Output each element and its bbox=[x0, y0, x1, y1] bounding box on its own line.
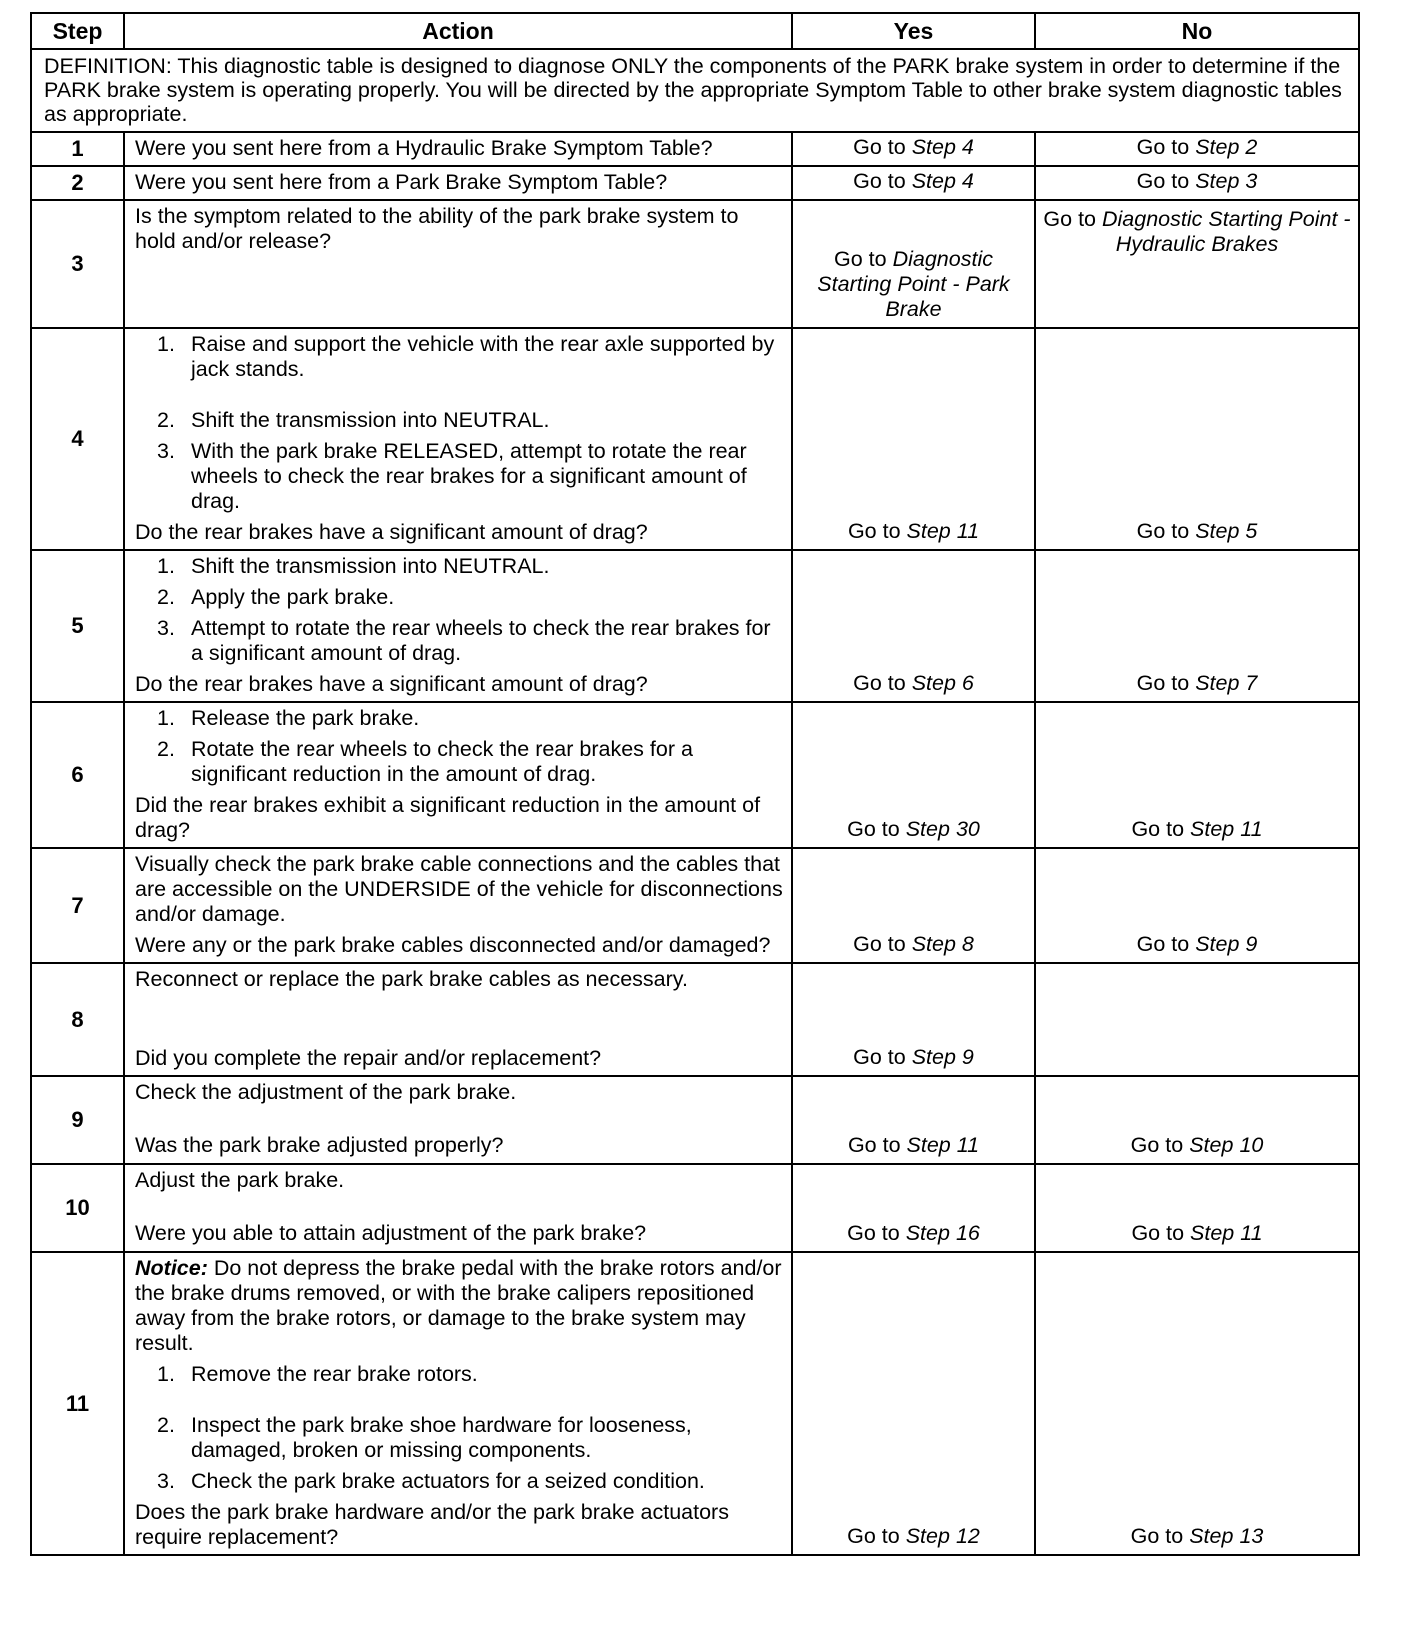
step-question: Were you sent here from a Park Brake Symptom Table? bbox=[124, 166, 792, 200]
table-row bbox=[31, 328, 1359, 550]
no-step-target: 2 bbox=[1245, 135, 1258, 159]
go-to-label: Go to bbox=[1130, 1133, 1184, 1157]
yes-cell bbox=[792, 963, 1035, 1076]
step-question: Do the rear brakes have a significant amount of drag? bbox=[135, 672, 648, 696]
list-item: 1. Release the park brake. bbox=[157, 706, 420, 730]
list-item: 2. Rotate the rear wheels to check the rear brakes for a significant reduction in the amount of drag. bbox=[157, 737, 693, 786]
no-step-target: 13 bbox=[1239, 1524, 1264, 1548]
yes-cell bbox=[792, 166, 1035, 200]
step-question: Were you able to attain adjustment of the park brake? bbox=[135, 1221, 647, 1245]
step-instruction: Reconnect or replace the park brake cables as necessary. bbox=[135, 967, 688, 991]
go-to-label: Go to bbox=[1136, 932, 1190, 956]
yes-cell bbox=[792, 1076, 1035, 1164]
no-cell bbox=[1035, 963, 1359, 1076]
go-to-label: Go to bbox=[853, 135, 906, 159]
go-to-label: Go to bbox=[847, 1221, 900, 1245]
go-to-label: Go to bbox=[1131, 1221, 1185, 1245]
step-number: 9 bbox=[31, 1076, 124, 1164]
step-number: 11 bbox=[31, 1252, 124, 1555]
header-yes: Yes bbox=[792, 13, 1035, 49]
step-word: Step bbox=[906, 519, 951, 543]
yes-step-target: 12 bbox=[955, 1524, 980, 1548]
definition-text: DEFINITION: This diagnostic table is designed to diagnose ONLY the components of the PARK brake system in order to determine if the PARK brake system is operating properly. You will be directed by the appropriate Symptom Table to other brake system diagnostic tables as appropriate. bbox=[31, 49, 1359, 132]
table-row bbox=[31, 963, 1359, 1076]
step-word: Step bbox=[911, 1045, 956, 1069]
yes-target: Diagnostic Starting Point - Park Brake bbox=[817, 247, 1010, 321]
no-step-target: 11 bbox=[1240, 1221, 1263, 1245]
table-row bbox=[31, 200, 1359, 328]
step-list bbox=[135, 1362, 783, 1494]
step-word: Step bbox=[1189, 1524, 1234, 1548]
step-question: Does the park brake hardware and/or the park brake actuators require replacement? bbox=[135, 1500, 729, 1549]
step-number: 6 bbox=[31, 702, 124, 848]
list-item: 2. Inspect the park brake shoe hardware for looseness, damaged, broken or missing components. bbox=[157, 1413, 692, 1462]
step-word: Step bbox=[1195, 932, 1240, 956]
yes-cell bbox=[792, 328, 1035, 550]
yes-step-target: 30 bbox=[955, 817, 980, 841]
list-item: 1. Raise and support the vehicle with the rear axle supported by jack stands. bbox=[157, 332, 775, 381]
list-item: 2. Apply the park brake. bbox=[157, 585, 395, 609]
yes-step-target: 6 bbox=[961, 671, 974, 695]
step-action bbox=[124, 1076, 792, 1164]
no-cell bbox=[1035, 550, 1359, 702]
yes-step-target: 11 bbox=[956, 1133, 980, 1157]
no-step-target: 7 bbox=[1245, 671, 1258, 695]
notice-label: Notice: bbox=[135, 1256, 208, 1280]
step-question: Were you sent here from a Hydraulic Brake Symptom Table? bbox=[124, 132, 792, 166]
step-action bbox=[124, 1164, 792, 1252]
yes-step-target: 8 bbox=[961, 932, 974, 956]
no-step-target: 3 bbox=[1245, 169, 1258, 193]
yes-step-target: 9 bbox=[961, 1045, 974, 1069]
table-row bbox=[31, 848, 1359, 963]
no-step-target: 10 bbox=[1239, 1133, 1264, 1157]
step-list bbox=[135, 332, 783, 514]
step-number: 10 bbox=[31, 1164, 124, 1252]
no-cell bbox=[1035, 166, 1359, 200]
go-to-label: Go to bbox=[1136, 519, 1190, 543]
go-to-label: Go to bbox=[834, 247, 887, 271]
list-item: 3. With the park brake RELEASED, attempt to rotate the rear wheels to check the rear brakes for a significant amount of drag. bbox=[157, 439, 747, 513]
step-number: 2 bbox=[31, 166, 124, 200]
step-word: Step bbox=[911, 169, 956, 193]
step-word: Step bbox=[1195, 671, 1240, 695]
definition-row bbox=[31, 49, 1359, 132]
yes-cell bbox=[792, 848, 1035, 963]
table-row bbox=[31, 166, 1359, 200]
yes-cell bbox=[792, 1164, 1035, 1252]
step-instruction: Adjust the park brake. bbox=[135, 1168, 345, 1192]
go-to-label: Go to bbox=[853, 671, 906, 695]
step-word: Step bbox=[1190, 817, 1235, 841]
yes-cell bbox=[792, 200, 1035, 328]
yes-step-target: 11 bbox=[956, 519, 980, 543]
no-cell bbox=[1035, 1076, 1359, 1164]
no-cell bbox=[1035, 200, 1359, 328]
yes-cell bbox=[792, 1252, 1035, 1555]
step-question: Did you complete the repair and/or replacement? bbox=[135, 1046, 602, 1070]
table-row bbox=[31, 550, 1359, 702]
go-to-label: Go to bbox=[853, 1045, 906, 1069]
step-word: Step bbox=[1195, 169, 1240, 193]
step-number: 7 bbox=[31, 848, 124, 963]
header-no: No bbox=[1035, 13, 1359, 49]
go-to-label: Go to bbox=[853, 169, 906, 193]
list-item: 1. Shift the transmission into NEUTRAL. bbox=[157, 554, 550, 578]
go-to-label: Go to bbox=[1136, 169, 1190, 193]
step-instruction: Check the adjustment of the park brake. bbox=[135, 1080, 517, 1104]
go-to-label: Go to bbox=[1136, 135, 1190, 159]
yes-cell bbox=[792, 550, 1035, 702]
go-to-label: Go to bbox=[847, 519, 901, 543]
go-to-label: Go to bbox=[1136, 671, 1190, 695]
go-to-label: Go to bbox=[847, 1524, 900, 1548]
no-step-target: 9 bbox=[1245, 932, 1258, 956]
step-action bbox=[124, 963, 792, 1076]
step-question: Were any or the park brake cables disconnected and/or damaged? bbox=[135, 933, 771, 957]
no-step-target: 5 bbox=[1245, 519, 1258, 543]
step-number: 5 bbox=[31, 550, 124, 702]
diagnostic-table-page bbox=[30, 12, 1358, 1556]
table-header-row bbox=[31, 13, 1359, 49]
no-cell bbox=[1035, 1252, 1359, 1555]
go-to-label: Go to bbox=[853, 932, 906, 956]
step-word: Step bbox=[905, 1221, 950, 1245]
step-instruction: Visually check the park brake cable connections and the cables that are accessible on the UNDERSIDE of the vehicle for disconnections and/or damage. bbox=[135, 852, 783, 926]
yes-step-target: 4 bbox=[961, 169, 974, 193]
step-word: Step bbox=[1195, 519, 1240, 543]
step-word: Step bbox=[1189, 1133, 1234, 1157]
no-cell bbox=[1035, 848, 1359, 963]
notice-text: Do not depress the brake pedal with the brake rotors and/or the brake drums removed, or with the brake calipers repositioned away from the brake rotors, or damage to the brake system may result. bbox=[135, 1256, 782, 1355]
no-cell bbox=[1035, 328, 1359, 550]
step-number: 3 bbox=[31, 200, 124, 328]
no-step-target: 11 bbox=[1240, 817, 1263, 841]
step-word: Step bbox=[1195, 135, 1240, 159]
header-action: Action bbox=[124, 13, 792, 49]
step-action bbox=[124, 702, 792, 848]
no-cell bbox=[1035, 132, 1359, 166]
step-word: Step bbox=[905, 1524, 950, 1548]
header-step: Step bbox=[31, 13, 124, 49]
step-word: Step bbox=[905, 817, 950, 841]
list-item: 3. Check the park brake actuators for a seized condition. bbox=[157, 1469, 705, 1493]
table-row bbox=[31, 132, 1359, 166]
no-cell bbox=[1035, 702, 1359, 848]
step-list bbox=[135, 706, 783, 787]
table-row bbox=[31, 1164, 1359, 1252]
list-item: 3. Attempt to rotate the rear wheels to check the rear brakes for a significant amount of drag. bbox=[157, 616, 771, 665]
step-word: Step bbox=[1190, 1221, 1235, 1245]
step-word: Step bbox=[911, 671, 956, 695]
no-cell bbox=[1035, 1164, 1359, 1252]
notice bbox=[135, 1256, 783, 1356]
step-number: 8 bbox=[31, 963, 124, 1076]
table-row bbox=[31, 1252, 1359, 1555]
step-number: 4 bbox=[31, 328, 124, 550]
step-word: Step bbox=[906, 1133, 951, 1157]
step-question: Do the rear brakes have a significant amount of drag? bbox=[135, 520, 648, 544]
table-row bbox=[31, 702, 1359, 848]
go-to-label: Go to bbox=[847, 817, 900, 841]
go-to-label: Go to bbox=[847, 1133, 901, 1157]
table-row bbox=[31, 1076, 1359, 1164]
list-item: 2. Shift the transmission into NEUTRAL. bbox=[157, 408, 550, 432]
park-brake-diagnostic-table bbox=[30, 12, 1360, 1556]
no-target: Diagnostic Starting Point - Hydraulic Brakes bbox=[1102, 207, 1351, 256]
step-number: 1 bbox=[31, 132, 124, 166]
yes-step-target: 4 bbox=[961, 135, 974, 159]
step-word: Step bbox=[911, 135, 956, 159]
go-to-label: Go to bbox=[1043, 207, 1097, 231]
step-list bbox=[135, 554, 783, 666]
list-item: 1. Remove the rear brake rotors. bbox=[157, 1362, 478, 1386]
yes-cell bbox=[792, 702, 1035, 848]
step-word: Step bbox=[911, 932, 956, 956]
step-action bbox=[124, 328, 792, 550]
step-question: Did the rear brakes exhibit a significant reduction in the amount of drag? bbox=[135, 793, 761, 842]
yes-cell bbox=[792, 132, 1035, 166]
step-action bbox=[124, 550, 792, 702]
step-action bbox=[124, 848, 792, 963]
yes-step-target: 16 bbox=[955, 1221, 980, 1245]
go-to-label: Go to bbox=[1131, 817, 1185, 841]
go-to-label: Go to bbox=[1130, 1524, 1184, 1548]
step-action bbox=[124, 1252, 792, 1555]
step-question: Is the symptom related to the ability of the park brake system to hold and/or release? bbox=[124, 200, 792, 328]
step-question: Was the park brake adjusted properly? bbox=[135, 1133, 504, 1157]
